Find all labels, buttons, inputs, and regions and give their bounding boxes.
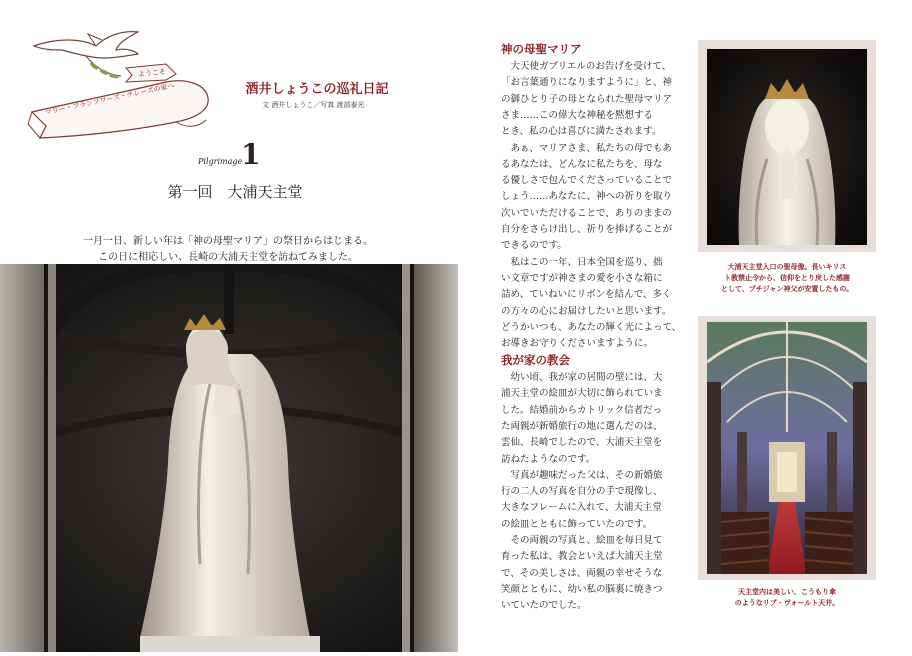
body-text-line: さま……この偉大な神秘を黙想する (501, 109, 654, 121)
dove-ribbon-emblem-icon (26, 24, 236, 149)
caption-top-line: 大浦天主堂入口の聖母像。長いキリス (727, 263, 847, 271)
body-text-line: できるのです。 (501, 240, 567, 252)
emblem-welcome-text: ようこそ (137, 67, 167, 79)
body-text-line: した。結婚前からカトリック信者だっ (501, 404, 663, 416)
welcome-emblem (26, 24, 236, 149)
hero-statue-photo (0, 264, 458, 652)
church-interior-image-icon (707, 322, 867, 574)
body-text-line: の絵皿とともに飾っていたのです。 (501, 518, 653, 530)
section-heading-our-church: 我が家の教会 (501, 353, 570, 367)
body-text-line: どうかいつも、あなたの輝く光によって、 (501, 321, 682, 333)
chapter-title: 第一回 大浦天主堂 (167, 183, 303, 201)
body-text-line: の方々の心にお届けしたいと思います。 (501, 305, 672, 317)
section-heading-mother-of-god: 神の母聖マリア (501, 42, 582, 56)
intro-line-2: この日に相応しい、長崎の大浦天主堂を訪ねてみました。 (98, 252, 358, 263)
body-text-line: 自分をさらけ出し、祈りを捧げることが (501, 224, 673, 235)
statue-closeup-photo (707, 49, 867, 245)
chapter-number: 1 (241, 138, 261, 171)
body-text-line: 次いでいただけることで、ありのままの (501, 207, 672, 219)
body-text-line: 写真が趣味だった父は、その新婚旅 (501, 469, 663, 481)
body-text-line: 行の二人の写真を自分の手で現像し、 (501, 486, 663, 498)
madonna-statue-image-icon (0, 264, 458, 652)
body-text-line: 幼い頃、我が家の居間の壁には、大 (501, 372, 663, 383)
body-text-line: 大天使ガブリエルのお告げを受けて、 (501, 61, 672, 72)
body-text-line: 浦天主堂の絵皿が大切に飾られていま (501, 388, 663, 400)
body-text-line: その両親の写真と、絵皿を毎日見て (501, 535, 663, 546)
series-title: 酒井しょうこの巡礼日記 (245, 82, 389, 97)
madonna-closeup-image-icon (707, 49, 867, 245)
body-text-line: 詰め、ていねいにリボンを結んで、多く (501, 289, 672, 301)
body-text-line: た両親が新婚旅行の地に選んだのは、 (501, 420, 663, 432)
body-text-line: 笑顔とともに、幼い私の脳裏に焼きつ (501, 583, 663, 595)
caption-bottom-line: のようなリブ・ヴォールト天井。 (734, 599, 840, 607)
body-text-line: 「お言葉通りになりますように」と、神 (501, 77, 673, 89)
church-interior-photo (707, 322, 867, 574)
body-text-line: 育った私は、教会といえば大浦天主堂 (501, 551, 663, 563)
emblem-ribbon-text: マリー・フランソワーズ・テレーズの家へ (44, 81, 176, 117)
caption-top-line: ト教禁止令から、信仰をとり戻した感謝 (724, 274, 850, 282)
body-text-line: い文章ですが神さまの愛を小さな箱に (501, 272, 663, 284)
body-text-line: とき、私の心は喜びに満たされます。 (501, 126, 662, 138)
series-credit: 文 酒井しょうこ／写真 渡部泰光 (262, 101, 365, 109)
body-text-line: いていたのでした。 (501, 600, 587, 612)
body-text-line: る優しさで包んでくださっていることで (501, 175, 673, 187)
pilgrimage-label: Pilgrimage (198, 157, 243, 166)
body-text-line: 私はこの一年、日本全国を巡り、拙 (501, 256, 663, 268)
caption-top-line: として、プチジャン神父が安置したもの。 (720, 285, 854, 293)
body-text-line: 訪ねたようなのです。 (501, 453, 596, 465)
body-text-line: お導きお守りくださいますように。 (501, 338, 654, 350)
body-text-line: で、その美しさは、両親の幸せそうな (501, 567, 663, 579)
body-text-line: の御ひとり子の母となられた聖母マリア (501, 93, 673, 105)
body-text-line: 大きなフレームに入れて、大浦天主堂 (501, 502, 662, 514)
caption-bottom-line: 天主堂内は美しい、こうもり傘 (738, 588, 836, 596)
body-text-line: しょう……あなたに、神への祈りを取り (501, 191, 673, 203)
body-text-line: るあなたは、どんなに私たちを、母な (501, 158, 663, 170)
body-text-line: 雲仙、長崎でしたので、大浦天主堂を (501, 437, 663, 449)
intro-line-1: 一月一日、新しい年は「神の母聖マリア」の祭日からはじまる。 (83, 236, 373, 247)
body-text-line: あぁ、マリアさま、私たちの母でもあ (501, 142, 672, 154)
